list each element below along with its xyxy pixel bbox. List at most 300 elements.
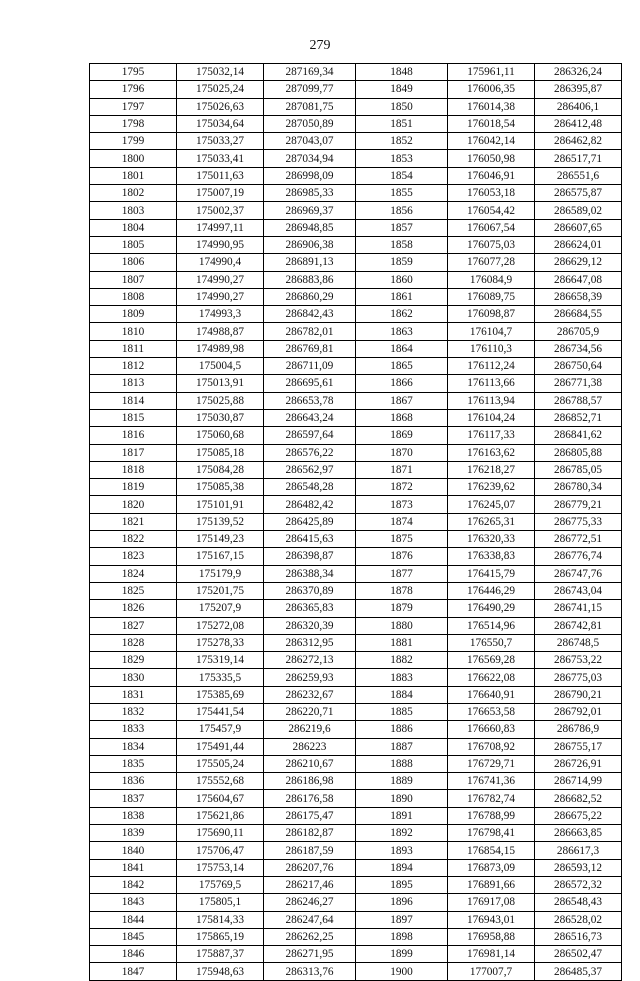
table-row: [90, 133, 622, 150]
y-coordinate-cell: 286776,74: [535, 548, 622, 565]
point-number-cell: 1795: [90, 64, 177, 81]
point-number-cell: 1880: [356, 617, 448, 634]
table-row: [90, 254, 622, 271]
y-coordinate-cell: 286313,76: [264, 963, 356, 980]
table-row: [90, 98, 622, 115]
y-coordinate-cell: 286775,33: [535, 513, 622, 530]
x-coordinate-cell: 175085,38: [177, 479, 264, 496]
point-number-cell: 1821: [90, 513, 177, 530]
x-coordinate-cell: 175961,11: [448, 64, 535, 81]
y-coordinate-cell: 286176,58: [264, 790, 356, 807]
table-row: [90, 479, 622, 496]
point-number-cell: 1893: [356, 842, 448, 859]
point-number-cell: 1826: [90, 600, 177, 617]
table-row: [90, 306, 622, 323]
y-coordinate-cell: 286985,33: [264, 185, 356, 202]
point-number-cell: 1874: [356, 513, 448, 530]
point-number-cell: 1806: [90, 254, 177, 271]
x-coordinate-cell: 176089,75: [448, 288, 535, 305]
x-coordinate-cell: 176117,33: [448, 427, 535, 444]
point-number-cell: 1861: [356, 288, 448, 305]
x-coordinate-cell: 175004,5: [177, 358, 264, 375]
y-coordinate-cell: 286365,83: [264, 600, 356, 617]
point-number-cell: 1862: [356, 306, 448, 323]
y-coordinate-cell: 286753,22: [535, 652, 622, 669]
table-row: [90, 340, 622, 357]
point-number-cell: 1811: [90, 340, 177, 357]
x-coordinate-cell: 176640,91: [448, 686, 535, 703]
y-coordinate-cell: 286326,24: [535, 64, 622, 81]
x-coordinate-cell: 176098,87: [448, 306, 535, 323]
y-coordinate-cell: 287081,75: [264, 98, 356, 115]
x-coordinate-cell: 176113,94: [448, 392, 535, 409]
table-row: [90, 392, 622, 409]
table-row: [90, 271, 622, 288]
x-coordinate-cell: 176104,7: [448, 323, 535, 340]
point-number-cell: 1847: [90, 963, 177, 980]
table-row: [90, 825, 622, 842]
y-coordinate-cell: 286462,82: [535, 133, 622, 150]
table-row: [90, 288, 622, 305]
x-coordinate-cell: 176245,07: [448, 496, 535, 513]
x-coordinate-cell: 176046,91: [448, 167, 535, 184]
point-number-cell: 1873: [356, 496, 448, 513]
y-coordinate-cell: 286370,89: [264, 582, 356, 599]
table-row: [90, 323, 622, 340]
x-coordinate-cell: 175319,14: [177, 652, 264, 669]
table-row: [90, 358, 622, 375]
point-number-cell: 1840: [90, 842, 177, 859]
point-number-cell: 1898: [356, 928, 448, 945]
table-row: [90, 773, 622, 790]
table-row: [90, 548, 622, 565]
point-number-cell: 1823: [90, 548, 177, 565]
point-number-cell: 1870: [356, 444, 448, 461]
x-coordinate-cell: 176653,58: [448, 703, 535, 720]
point-number-cell: 1797: [90, 98, 177, 115]
x-coordinate-cell: 176054,42: [448, 202, 535, 219]
table-row: [90, 461, 622, 478]
x-coordinate-cell: 175013,91: [177, 375, 264, 392]
point-number-cell: 1885: [356, 703, 448, 720]
point-number-cell: 1895: [356, 876, 448, 893]
point-number-cell: 1881: [356, 634, 448, 651]
point-number-cell: 1863: [356, 323, 448, 340]
point-number-cell: 1820: [90, 496, 177, 513]
y-coordinate-cell: 286741,15: [535, 600, 622, 617]
point-number-cell: 1859: [356, 254, 448, 271]
table-row: [90, 859, 622, 876]
point-number-cell: 1799: [90, 133, 177, 150]
table-row: [90, 669, 622, 686]
x-coordinate-cell: 175505,24: [177, 755, 264, 772]
y-coordinate-cell: 286320,39: [264, 617, 356, 634]
y-coordinate-cell: 286217,46: [264, 876, 356, 893]
y-coordinate-cell: 286891,13: [264, 254, 356, 271]
x-coordinate-cell: 176075,03: [448, 236, 535, 253]
x-coordinate-cell: 176708,92: [448, 738, 535, 755]
point-number-cell: 1853: [356, 150, 448, 167]
x-coordinate-cell: 174990,27: [177, 271, 264, 288]
y-coordinate-cell: 286406,1: [535, 98, 622, 115]
x-coordinate-cell: 175272,08: [177, 617, 264, 634]
x-coordinate-cell: 174993,3: [177, 306, 264, 323]
y-coordinate-cell: 286398,87: [264, 548, 356, 565]
x-coordinate-cell: 175552,68: [177, 773, 264, 790]
point-number-cell: 1876: [356, 548, 448, 565]
point-number-cell: 1830: [90, 669, 177, 686]
y-coordinate-cell: 286647,08: [535, 271, 622, 288]
y-coordinate-cell: 286415,63: [264, 531, 356, 548]
table-row: [90, 375, 622, 392]
table-row: [90, 64, 622, 81]
point-number-cell: 1831: [90, 686, 177, 703]
point-number-cell: 1844: [90, 911, 177, 928]
y-coordinate-cell: 286528,02: [535, 911, 622, 928]
x-coordinate-cell: 176320,33: [448, 531, 535, 548]
table-row: [90, 150, 622, 167]
point-number-cell: 1796: [90, 81, 177, 98]
point-number-cell: 1865: [356, 358, 448, 375]
y-coordinate-cell: 286743,04: [535, 582, 622, 599]
x-coordinate-cell: 175948,63: [177, 963, 264, 980]
point-number-cell: 1884: [356, 686, 448, 703]
y-coordinate-cell: 286617,3: [535, 842, 622, 859]
point-number-cell: 1843: [90, 894, 177, 911]
y-coordinate-cell: 286548,43: [535, 894, 622, 911]
y-coordinate-cell: 286247,64: [264, 911, 356, 928]
point-number-cell: 1846: [90, 946, 177, 963]
y-coordinate-cell: 286841,62: [535, 427, 622, 444]
point-number-cell: 1857: [356, 219, 448, 236]
y-coordinate-cell: 286663,85: [535, 825, 622, 842]
point-number-cell: 1839: [90, 825, 177, 842]
x-coordinate-cell: 175085,18: [177, 444, 264, 461]
y-coordinate-cell: 286714,99: [535, 773, 622, 790]
y-coordinate-cell: 286207,76: [264, 859, 356, 876]
point-number-cell: 1813: [90, 375, 177, 392]
x-coordinate-cell: 175335,5: [177, 669, 264, 686]
point-number-cell: 1879: [356, 600, 448, 617]
y-coordinate-cell: 286485,37: [535, 963, 622, 980]
x-coordinate-cell: 176338,83: [448, 548, 535, 565]
x-coordinate-cell: 174990,95: [177, 236, 264, 253]
point-number-cell: 1800: [90, 150, 177, 167]
y-coordinate-cell: 286772,51: [535, 531, 622, 548]
point-number-cell: 1810: [90, 323, 177, 340]
x-coordinate-cell: 176050,98: [448, 150, 535, 167]
table-row: [90, 686, 622, 703]
y-coordinate-cell: 286516,73: [535, 928, 622, 945]
point-number-cell: 1871: [356, 461, 448, 478]
y-coordinate-cell: 286771,38: [535, 375, 622, 392]
y-coordinate-cell: 286502,47: [535, 946, 622, 963]
table-row: [90, 842, 622, 859]
x-coordinate-cell: 174990,27: [177, 288, 264, 305]
x-coordinate-cell: 176446,29: [448, 582, 535, 599]
x-coordinate-cell: 175207,9: [177, 600, 264, 617]
y-coordinate-cell: 286860,29: [264, 288, 356, 305]
y-coordinate-cell: 286734,56: [535, 340, 622, 357]
point-number-cell: 1872: [356, 479, 448, 496]
point-number-cell: 1836: [90, 773, 177, 790]
table-row: [90, 807, 622, 824]
y-coordinate-cell: 286726,91: [535, 755, 622, 772]
y-coordinate-cell: 286906,38: [264, 236, 356, 253]
y-coordinate-cell: 286969,37: [264, 202, 356, 219]
x-coordinate-cell: 175167,15: [177, 548, 264, 565]
point-number-cell: 1809: [90, 306, 177, 323]
x-coordinate-cell: 176660,83: [448, 721, 535, 738]
y-coordinate-cell: 286684,55: [535, 306, 622, 323]
point-number-cell: 1834: [90, 738, 177, 755]
point-number-cell: 1835: [90, 755, 177, 772]
point-number-cell: 1877: [356, 565, 448, 582]
y-coordinate-cell: 286220,71: [264, 703, 356, 720]
x-coordinate-cell: 176163,62: [448, 444, 535, 461]
point-number-cell: 1896: [356, 894, 448, 911]
table-row: [90, 738, 622, 755]
y-coordinate-cell: 286842,43: [264, 306, 356, 323]
y-coordinate-cell: 286187,59: [264, 842, 356, 859]
point-number-cell: 1814: [90, 392, 177, 409]
point-number-cell: 1829: [90, 652, 177, 669]
point-number-cell: 1819: [90, 479, 177, 496]
table-row: [90, 652, 622, 669]
point-number-cell: 1808: [90, 288, 177, 305]
table-row: [90, 755, 622, 772]
coordinates-table-body: [90, 64, 622, 981]
point-number-cell: 1815: [90, 409, 177, 426]
point-number-cell: 1883: [356, 669, 448, 686]
x-coordinate-cell: 176265,31: [448, 513, 535, 530]
y-coordinate-cell: 286223: [264, 738, 356, 755]
table-row: [90, 236, 622, 253]
point-number-cell: 1816: [90, 427, 177, 444]
y-coordinate-cell: 286232,67: [264, 686, 356, 703]
point-number-cell: 1894: [356, 859, 448, 876]
y-coordinate-cell: 286219,6: [264, 721, 356, 738]
point-number-cell: 1822: [90, 531, 177, 548]
point-number-cell: 1827: [90, 617, 177, 634]
table-row: [90, 531, 622, 548]
y-coordinate-cell: 286948,85: [264, 219, 356, 236]
x-coordinate-cell: 176729,71: [448, 755, 535, 772]
x-coordinate-cell: 176218,27: [448, 461, 535, 478]
y-coordinate-cell: 286792,01: [535, 703, 622, 720]
y-coordinate-cell: 286705,9: [535, 323, 622, 340]
point-number-cell: 1801: [90, 167, 177, 184]
table-row: [90, 409, 622, 426]
x-coordinate-cell: 175604,67: [177, 790, 264, 807]
x-coordinate-cell: 175753,14: [177, 859, 264, 876]
x-coordinate-cell: 175457,9: [177, 721, 264, 738]
point-number-cell: 1804: [90, 219, 177, 236]
x-coordinate-cell: 176514,96: [448, 617, 535, 634]
table-row: [90, 115, 622, 132]
y-coordinate-cell: 286748,5: [535, 634, 622, 651]
y-coordinate-cell: 286653,78: [264, 392, 356, 409]
point-number-cell: 1850: [356, 98, 448, 115]
table-row: [90, 81, 622, 98]
y-coordinate-cell: 286711,09: [264, 358, 356, 375]
y-coordinate-cell: 286682,52: [535, 790, 622, 807]
x-coordinate-cell: 175025,24: [177, 81, 264, 98]
point-number-cell: 1878: [356, 582, 448, 599]
x-coordinate-cell: 175278,33: [177, 634, 264, 651]
table-row: [90, 617, 622, 634]
point-number-cell: 1828: [90, 634, 177, 651]
table-row: [90, 634, 622, 651]
y-coordinate-cell: 286755,17: [535, 738, 622, 755]
y-coordinate-cell: 286572,32: [535, 876, 622, 893]
x-coordinate-cell: 176053,18: [448, 185, 535, 202]
point-number-cell: 1855: [356, 185, 448, 202]
x-coordinate-cell: 174988,87: [177, 323, 264, 340]
x-coordinate-cell: 176239,62: [448, 479, 535, 496]
table-row: [90, 167, 622, 184]
x-coordinate-cell: 175002,37: [177, 202, 264, 219]
x-coordinate-cell: 175621,86: [177, 807, 264, 824]
point-number-cell: 1858: [356, 236, 448, 253]
x-coordinate-cell: 176741,36: [448, 773, 535, 790]
point-number-cell: 1854: [356, 167, 448, 184]
table-row: [90, 513, 622, 530]
x-coordinate-cell: 175805,1: [177, 894, 264, 911]
y-coordinate-cell: 286629,12: [535, 254, 622, 271]
x-coordinate-cell: 176622,08: [448, 669, 535, 686]
table-row: [90, 894, 622, 911]
point-number-cell: 1833: [90, 721, 177, 738]
y-coordinate-cell: 286548,28: [264, 479, 356, 496]
x-coordinate-cell: 175441,54: [177, 703, 264, 720]
y-coordinate-cell: 286210,67: [264, 755, 356, 772]
x-coordinate-cell: 176782,74: [448, 790, 535, 807]
x-coordinate-cell: 175032,14: [177, 64, 264, 81]
table-row: [90, 496, 622, 513]
point-number-cell: 1818: [90, 461, 177, 478]
x-coordinate-cell: 176014,38: [448, 98, 535, 115]
y-coordinate-cell: 286575,87: [535, 185, 622, 202]
point-number-cell: 1868: [356, 409, 448, 426]
y-coordinate-cell: 286788,57: [535, 392, 622, 409]
y-coordinate-cell: 287043,07: [264, 133, 356, 150]
y-coordinate-cell: 286643,24: [264, 409, 356, 426]
x-coordinate-cell: 176006,35: [448, 81, 535, 98]
coordinates-table: [89, 63, 622, 981]
table-row: [90, 946, 622, 963]
point-number-cell: 1798: [90, 115, 177, 132]
x-coordinate-cell: 176798,41: [448, 825, 535, 842]
y-coordinate-cell: 286576,22: [264, 444, 356, 461]
y-coordinate-cell: 286395,87: [535, 81, 622, 98]
x-coordinate-cell: 175101,91: [177, 496, 264, 513]
y-coordinate-cell: 287050,89: [264, 115, 356, 132]
x-coordinate-cell: 175385,69: [177, 686, 264, 703]
table-row: [90, 911, 622, 928]
x-coordinate-cell: 176042,14: [448, 133, 535, 150]
point-number-cell: 1848: [356, 64, 448, 81]
point-number-cell: 1817: [90, 444, 177, 461]
point-number-cell: 1892: [356, 825, 448, 842]
point-number-cell: 1864: [356, 340, 448, 357]
y-coordinate-cell: 286750,64: [535, 358, 622, 375]
x-coordinate-cell: 175139,52: [177, 513, 264, 530]
point-number-cell: 1856: [356, 202, 448, 219]
x-coordinate-cell: 176415,79: [448, 565, 535, 582]
point-number-cell: 1812: [90, 358, 177, 375]
point-number-cell: 1838: [90, 807, 177, 824]
x-coordinate-cell: 175706,47: [177, 842, 264, 859]
y-coordinate-cell: 287169,34: [264, 64, 356, 81]
x-coordinate-cell: 176084,9: [448, 271, 535, 288]
y-coordinate-cell: 286883,86: [264, 271, 356, 288]
y-coordinate-cell: 286388,34: [264, 565, 356, 582]
point-number-cell: 1867: [356, 392, 448, 409]
y-coordinate-cell: 286589,02: [535, 202, 622, 219]
table-row: [90, 721, 622, 738]
y-coordinate-cell: 286786,9: [535, 721, 622, 738]
x-coordinate-cell: 175033,27: [177, 133, 264, 150]
x-coordinate-cell: 175690,11: [177, 825, 264, 842]
point-number-cell: 1852: [356, 133, 448, 150]
y-coordinate-cell: 286186,98: [264, 773, 356, 790]
point-number-cell: 1897: [356, 911, 448, 928]
y-coordinate-cell: 286425,89: [264, 513, 356, 530]
point-number-cell: 1899: [356, 946, 448, 963]
x-coordinate-cell: 176112,24: [448, 358, 535, 375]
page-number: 279: [309, 38, 331, 53]
point-number-cell: 1890: [356, 790, 448, 807]
x-coordinate-cell: 176569,28: [448, 652, 535, 669]
x-coordinate-cell: 176067,54: [448, 219, 535, 236]
table-row: [90, 219, 622, 236]
x-coordinate-cell: 176873,09: [448, 859, 535, 876]
x-coordinate-cell: 176981,14: [448, 946, 535, 963]
point-number-cell: 1886: [356, 721, 448, 738]
x-coordinate-cell: 176788,99: [448, 807, 535, 824]
y-coordinate-cell: 286412,48: [535, 115, 622, 132]
point-number-cell: 1851: [356, 115, 448, 132]
x-coordinate-cell: 176077,28: [448, 254, 535, 271]
point-number-cell: 1802: [90, 185, 177, 202]
point-number-cell: 1875: [356, 531, 448, 548]
y-coordinate-cell: 286175,47: [264, 807, 356, 824]
y-coordinate-cell: 286769,81: [264, 340, 356, 357]
y-coordinate-cell: 286747,76: [535, 565, 622, 582]
y-coordinate-cell: 286675,22: [535, 807, 622, 824]
table-row: [90, 928, 622, 945]
x-coordinate-cell: 176891,66: [448, 876, 535, 893]
x-coordinate-cell: 175026,63: [177, 98, 264, 115]
table-row: [90, 703, 622, 720]
point-number-cell: 1807: [90, 271, 177, 288]
x-coordinate-cell: 175030,87: [177, 409, 264, 426]
table-row: [90, 185, 622, 202]
y-coordinate-cell: 286593,12: [535, 859, 622, 876]
y-coordinate-cell: 286775,03: [535, 669, 622, 686]
y-coordinate-cell: 286262,25: [264, 928, 356, 945]
x-coordinate-cell: 174990,4: [177, 254, 264, 271]
point-number-cell: 1869: [356, 427, 448, 444]
x-coordinate-cell: 175769,5: [177, 876, 264, 893]
x-coordinate-cell: 176854,15: [448, 842, 535, 859]
x-coordinate-cell: 176917,08: [448, 894, 535, 911]
x-coordinate-cell: 175033,41: [177, 150, 264, 167]
y-coordinate-cell: 286624,01: [535, 236, 622, 253]
point-number-cell: 1900: [356, 963, 448, 980]
point-number-cell: 1842: [90, 876, 177, 893]
